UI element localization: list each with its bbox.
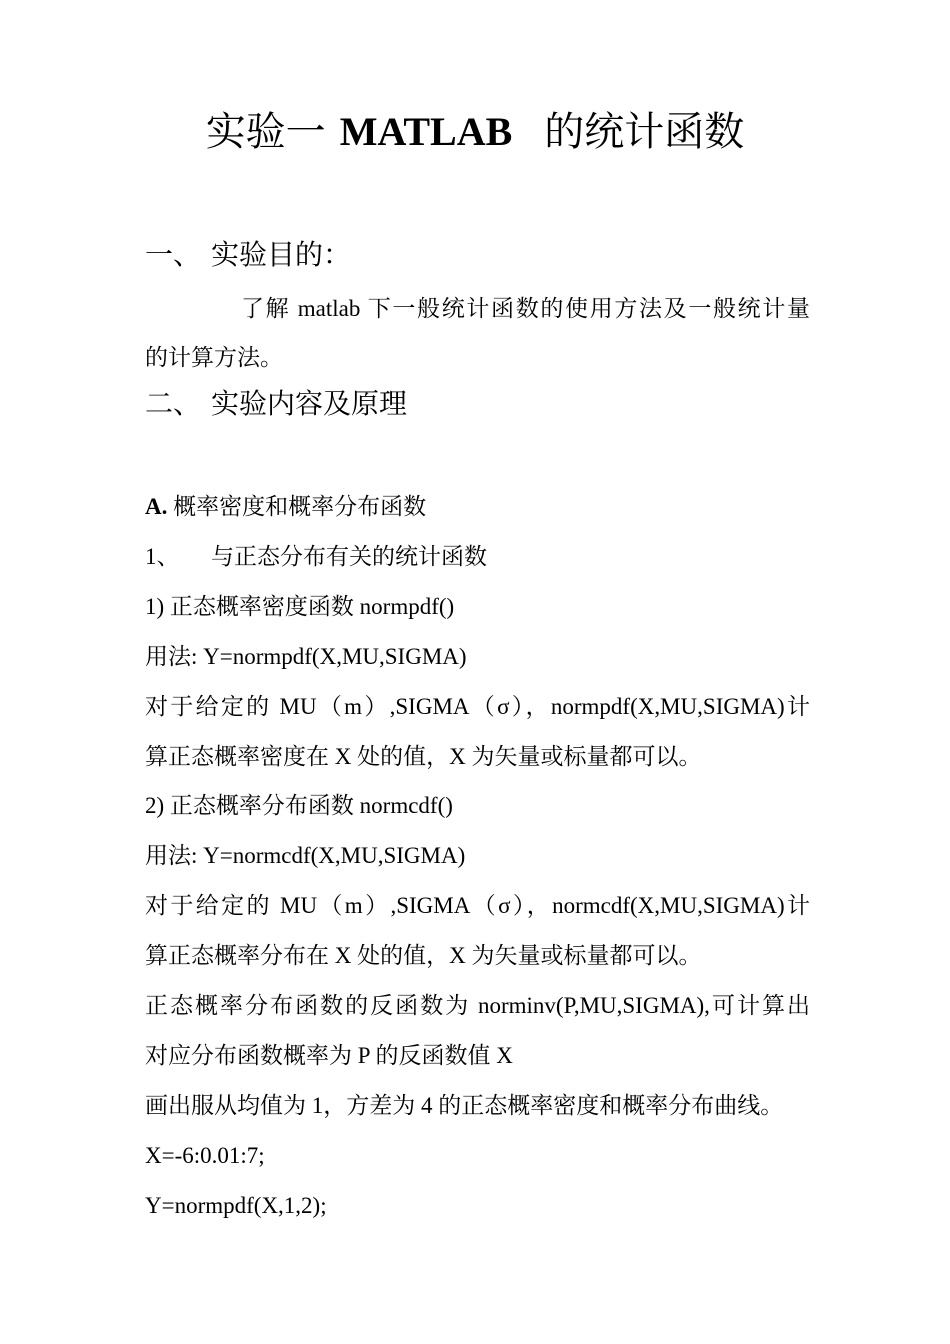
subsection-text: 概率密度和概率分布函数 xyxy=(173,494,427,519)
code-line: Y=normpdf(X,1,2); xyxy=(145,1193,327,1218)
section-heading-purpose xyxy=(145,236,351,276)
section-number: 一、 xyxy=(145,240,202,271)
section-label: 实验目的： xyxy=(211,240,352,271)
example-line: 画出服从均值为 1，方差为 4 的正态概率密度和概率分布曲线。 xyxy=(145,1093,784,1118)
subsection-letter: A. xyxy=(145,494,168,519)
page-title xyxy=(0,104,950,160)
section-label: 实验内容及原理 xyxy=(211,389,408,420)
function-heading: 1) 正态概率密度函数 normpdf() xyxy=(145,594,455,619)
subsection-heading xyxy=(145,490,810,524)
code-line: X=-6:0.01:7; xyxy=(145,1143,265,1168)
function-heading: 2) 正态概率分布函数 normcdf() xyxy=(145,793,453,818)
description-line: 算正态概率密度在 X 处的值，X 为矢量或标量都可以。 xyxy=(145,744,702,769)
description-line: 对应分布函数概率为 P 的反函数值 X xyxy=(145,1043,513,1068)
title-latin: MATLAB xyxy=(339,109,513,154)
description-line: 对于给定的 MU（m）,SIGMA（σ），normcdf(X,MU,SIGMA)计 xyxy=(145,893,810,918)
description-line: 对于给定的 MU（m）,SIGMA（σ），normpdf(X,MU,SIGMA)计 xyxy=(145,694,810,719)
paragraph-line: 了解 matlab 下一般统计函数的使用方法及一般统计量 xyxy=(241,296,810,321)
usage-line: 用法: Y=normpdf(X,MU,SIGMA) xyxy=(145,644,467,669)
section-number: 二、 xyxy=(145,389,202,420)
usage-line: 用法: Y=normcdf(X,MU,SIGMA) xyxy=(145,843,466,868)
item-text: 与正态分布有关的统计函数 xyxy=(211,544,487,569)
item-heading xyxy=(145,540,810,574)
description-line: 正态概率分布函数的反函数为 norminv(P,MU,SIGMA),可计算出 xyxy=(145,993,810,1018)
section-heading-content xyxy=(145,385,407,425)
title-suffix: 的统计函数 xyxy=(544,109,745,154)
title-prefix: 实验一 xyxy=(205,109,326,154)
item-number: 1、 xyxy=(145,544,180,569)
description-line: 算正态概率分布在 X 处的值，X 为矢量或标量都可以。 xyxy=(145,943,702,968)
paragraph-line: 的计算方法。 xyxy=(145,345,283,370)
